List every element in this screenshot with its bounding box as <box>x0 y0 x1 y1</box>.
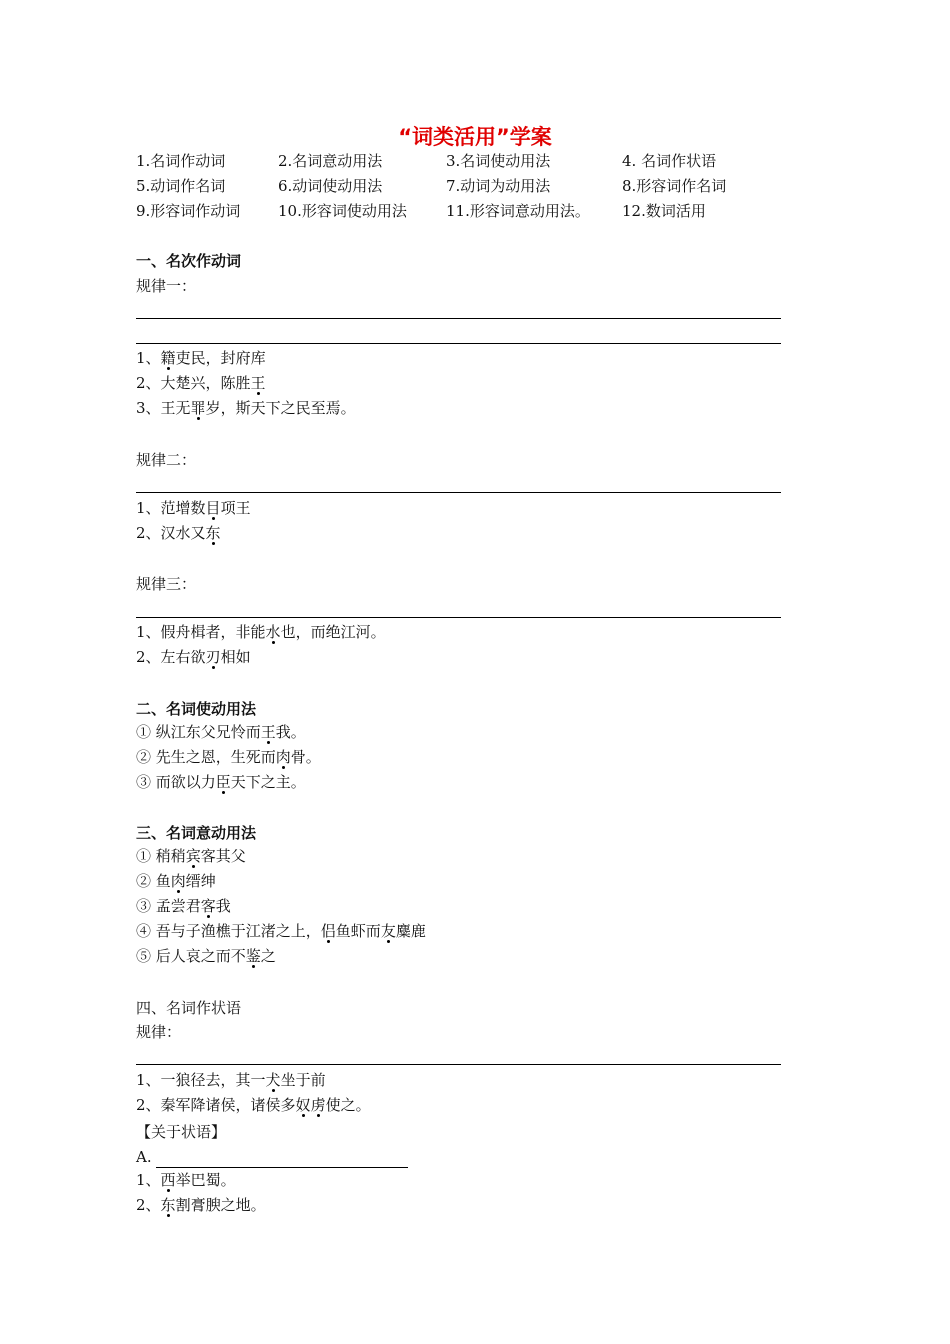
page-title: “词类活用”学案 <box>398 125 552 149</box>
toc-item: 5.动词作名词 <box>136 177 226 195</box>
answer-line <box>156 1153 408 1168</box>
example-line: ② 鱼肉缙绅 <box>136 872 216 890</box>
emphasis-char: 目 <box>205 499 221 517</box>
emphasis-char: 东 <box>205 524 221 542</box>
example-line: ③ 孟尝君客我 <box>136 897 231 915</box>
example-line: ③ 而欲以力臣天下之主。 <box>136 773 306 791</box>
example-line: 3、王无罪岁，斯天下之民至焉。 <box>136 399 356 417</box>
rule-label: 规律一： <box>136 277 197 295</box>
section-heading: 四、名词作状语 <box>136 999 242 1017</box>
rule-label: 规律： <box>136 1023 182 1041</box>
emphasis-char: 王 <box>260 723 276 741</box>
emphasis-char: 宾 <box>185 847 201 865</box>
emphasis-char: 犬 <box>265 1071 281 1089</box>
toc-item: 7.动词为动用法 <box>446 177 551 195</box>
example-line: 2、左右欲刃相如 <box>136 648 251 666</box>
emphasis-char: 水 <box>265 623 281 641</box>
example-line: 2、东割膏腴之地。 <box>136 1196 266 1214</box>
answer-line <box>136 1064 781 1065</box>
rule-label: 规律二： <box>136 451 197 469</box>
answer-line <box>136 617 781 618</box>
emphasis-char: 东 <box>160 1196 176 1214</box>
example-line: 1、范增数目项王 <box>136 499 251 517</box>
toc-item: 3.名词使动用法 <box>446 152 551 170</box>
example-line: ① 稍稍宾客其父 <box>136 847 246 865</box>
example-line: ⑤ 后人哀之而不鉴之 <box>136 947 276 965</box>
rule-label: 规律三： <box>136 575 197 593</box>
toc-item: 10.形容词使动用法 <box>278 202 407 220</box>
example-line: 1、一狼径去，其一犬坐于前 <box>136 1071 326 1089</box>
toc-item: 1.名词作动词 <box>136 152 226 170</box>
example-line: 2、汉水又东 <box>136 524 221 542</box>
answer-line <box>136 318 781 319</box>
emphasis-char: 王 <box>250 374 266 392</box>
toc-item: 11.形容词意动用法。 <box>446 202 590 220</box>
example-line: 1、籍吏民，封府库 <box>136 349 266 367</box>
toc-item: 6.动词使动用法 <box>278 177 383 195</box>
example-line: ④ 吾与子渔樵于江渚之上，侣鱼虾而友麋鹿 <box>136 922 426 940</box>
example-line: ① 纵江东父兄怜而王我。 <box>136 723 306 741</box>
toc-item: 2.名词意动用法 <box>278 152 383 170</box>
emphasis-char: 肉 <box>275 748 291 766</box>
toc-item: 9.形容词作动词 <box>136 202 241 220</box>
emphasis-char: 肉 <box>170 872 186 890</box>
example-line: 1、西举巴蜀。 <box>136 1171 236 1189</box>
subheading: 【关于状语】 <box>136 1123 227 1141</box>
toc-item: 12.数词活用 <box>622 202 706 220</box>
emphasis-char: 客 <box>200 897 216 915</box>
emphasis-char: 西 <box>160 1171 176 1189</box>
example-line: 1、假舟楫者，非能水也，而绝江河。 <box>136 623 386 641</box>
answer-line <box>136 492 781 493</box>
emphasis-char: 侣 <box>320 922 336 940</box>
toc-item: 8.形容词作名词 <box>622 177 727 195</box>
emphasis-char: 奴 <box>295 1096 311 1114</box>
section-heading: 三、名词意动用法 <box>136 824 257 842</box>
emphasis-char: 刃 <box>205 648 221 666</box>
emphasis-char: 虏 <box>310 1096 326 1114</box>
example-line: 2、秦军降诸侯，诸侯多奴虏使之。 <box>136 1096 371 1114</box>
toc-item: 4. 名词作状语 <box>622 152 717 170</box>
answer-line <box>136 343 781 344</box>
section-heading: 二、名词使动用法 <box>136 700 257 718</box>
fill-in-line: A. <box>136 1146 408 1168</box>
section-heading: 一、名次作动词 <box>136 252 242 270</box>
emphasis-char: 友 <box>380 922 396 940</box>
emphasis-char: 籍 <box>160 349 176 367</box>
emphasis-char: 鉴 <box>245 947 261 965</box>
example-line: 2、大楚兴，陈胜王 <box>136 374 266 392</box>
emphasis-char: 罪 <box>190 399 206 417</box>
emphasis-char: 臣 <box>215 773 231 791</box>
example-line: ② 先生之恩，生死而肉骨。 <box>136 748 321 766</box>
